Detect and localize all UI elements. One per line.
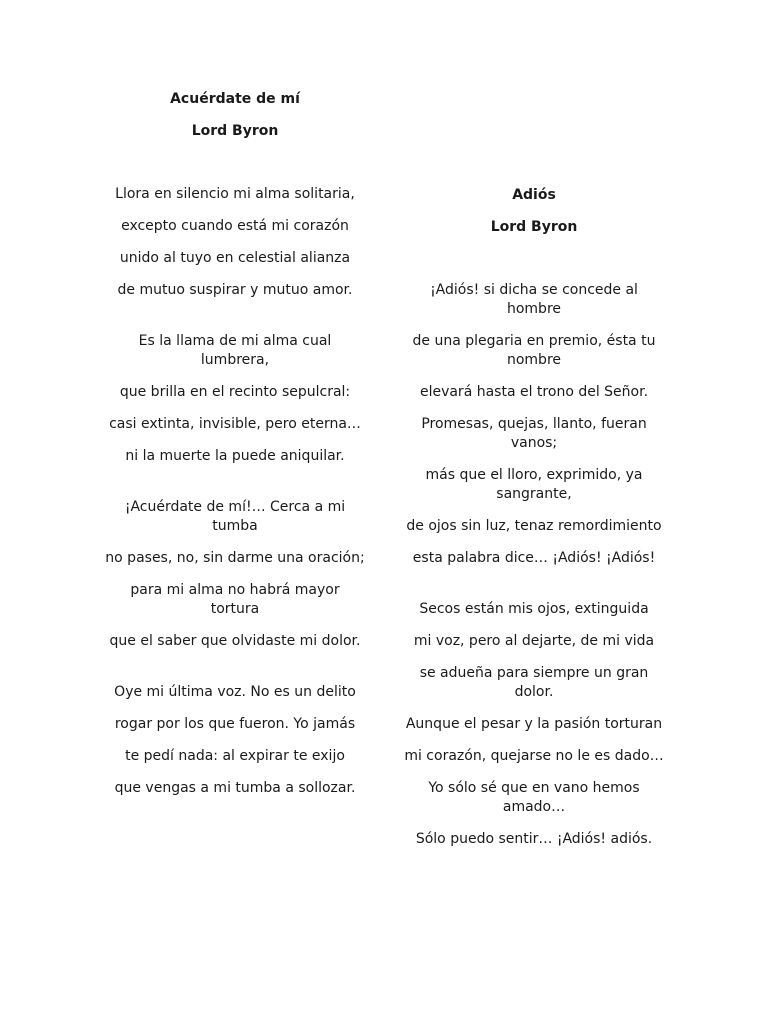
verse-line: Oye mi última voz. No es un delito [114, 684, 356, 700]
verse-line: Es la llama de mi alma cual lumbrera, [138, 333, 332, 368]
verse-line: ni la muerte la puede aniquilar. [125, 448, 345, 464]
verse-line: que brilla en el recinto sepulcral: [119, 384, 351, 400]
verse-line: de mutuo suspirar y mutuo amor. [117, 282, 353, 298]
verse-line: excepto cuando está mi corazón [121, 218, 349, 234]
stanza [104, 683, 366, 798]
verse-line: Sólo puedo sentir… ¡Adiós! adiós. [415, 831, 653, 847]
verse-line: mi corazón, quejarse no le es dado… [404, 748, 664, 764]
verse-line: esta palabra dice… ¡Adiós! ¡Adiós! [412, 550, 656, 566]
poem-author: Lord Byron [191, 123, 279, 139]
poem-left [104, 90, 366, 830]
verse-line: de ojos sin luz, tenaz remordimiento [406, 518, 662, 534]
verse-line: rogar por los que fueron. Yo jamás [114, 716, 356, 732]
verse-line: elevará hasta el trono del Señor. [419, 384, 649, 400]
verse-line: Promesas, quejas, llanto, fueran vanos; [421, 416, 647, 451]
verse-line: que vengas a mi tumba a sollozar. [114, 780, 356, 796]
stanza [402, 281, 666, 568]
verse-line: de una plegaria en premio, ésta tu nombre [412, 333, 656, 368]
verse-line: te pedí nada: al expirar te exijo [125, 748, 345, 764]
verse-line: más que el lloro, exprimido, ya sangrante, [425, 467, 643, 502]
verse-line: ¡Adiós! si dicha se concede al hombre [430, 282, 638, 317]
verse-line: no pases, no, sin darme una oración; [105, 550, 365, 566]
verse-line: para mi alma no habrá mayor tortura [130, 582, 340, 617]
verse-line: mi voz, pero al dejarte, de mi vida [413, 633, 655, 649]
poem-right [402, 186, 666, 881]
verse-line: Aunque el pesar y la pasión torturan [405, 716, 663, 732]
verse-line: que el saber que olvidaste mi dolor. [109, 633, 361, 649]
poem-title: Adiós [512, 187, 556, 203]
stanza [104, 498, 366, 651]
stanza [402, 600, 666, 849]
verse-line: ¡Acuérdate de mí!… Cerca a mi tumba [124, 499, 346, 534]
poem-author: Lord Byron [490, 219, 578, 235]
stanza [104, 332, 366, 466]
poem-title: Acuérdate de mí [170, 91, 300, 107]
verse-line: unido al tuyo en celestial alianza [119, 250, 351, 266]
stanza [104, 185, 366, 300]
verse-line: Llora en silencio mi alma solitaria, [115, 186, 355, 202]
verse-line: Secos están mis ojos, extinguida [419, 601, 649, 617]
verse-line: se adueña para siempre un gran dolor. [419, 665, 649, 700]
verse-line: casi extinta, invisible, pero eterna… [109, 416, 361, 432]
verse-line: Yo sólo sé que en vano hemos amado… [428, 780, 640, 815]
